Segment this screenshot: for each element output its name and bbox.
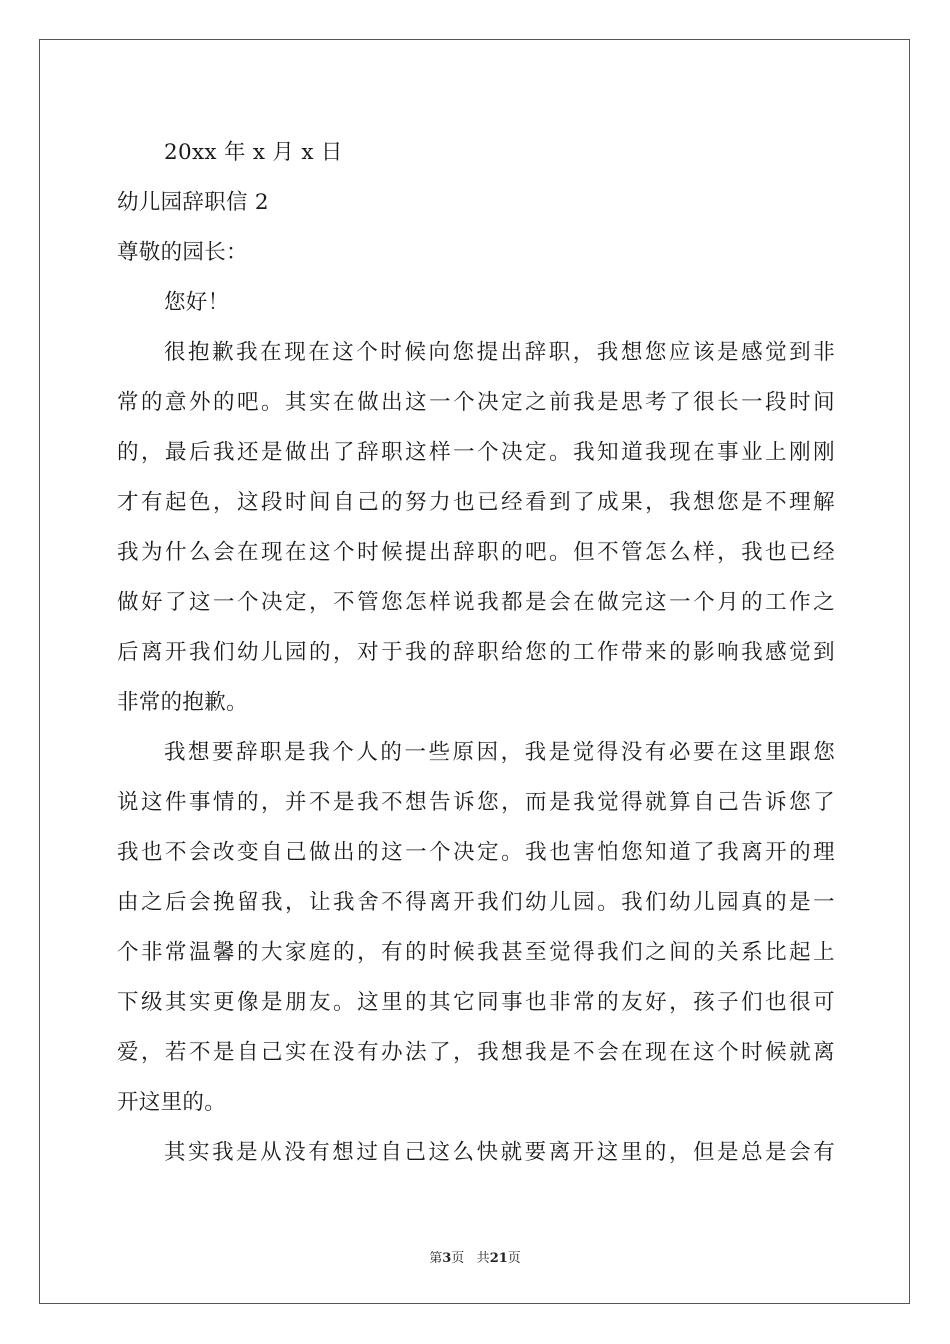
text-line: 由之后会挽留我，让我舍不得离开我们幼儿园。我们幼儿园真的是一 (117, 890, 835, 915)
salutation: 尊敬的园长： (117, 240, 248, 265)
page-prefix: 第 (429, 1251, 443, 1266)
text-line: 我为什么会在现在这个时候提出辞职的吧。但不管怎么样，我也已经 (117, 540, 835, 565)
text-line: 我也不会改变自己做出的这一个决定。我也害怕您知道了我离开的理 (117, 840, 835, 865)
letter-title: 幼儿园辞职信 2 (117, 190, 269, 215)
page-footer (0, 1247, 950, 1266)
text-line: 做好了这一个决定，不管您怎样说我都是会在做完这一个月的工作之 (117, 590, 835, 615)
total-prefix: 共 (476, 1251, 490, 1266)
text-line: 非常的抱歉。 (117, 690, 248, 715)
text-line: 其实我是从没有想过自己这么快就要离开这里的，但是总是会有 (164, 1140, 835, 1165)
text-line: 后离开我们幼儿园的，对于我的辞职给您的工作带来的影响我感觉到 (117, 640, 835, 665)
text-line: 的，最后我还是做出了辞职这样一个决定。我知道我现在事业上刚刚 (117, 440, 835, 465)
text-line: 常的意外的吧。其实在做出这一个决定之前我是思考了很长一段时间 (117, 390, 835, 415)
text-line: 爱，若不是自己实在没有办法了，我想我是不会在现在这个时候就离 (117, 1040, 835, 1065)
page-number: 3 (442, 1251, 452, 1266)
greeting: 您好！ (164, 290, 230, 315)
total-pages: 21 (489, 1251, 508, 1266)
document-body (117, 128, 835, 1178)
text-line: 下级其实更像是朋友。这里的其它同事也非常的友好，孩子们也很可 (117, 990, 835, 1015)
total-suffix: 页 (507, 1251, 521, 1266)
text-line: 说这件事情的，并不是我不想告诉您，而是我觉得就算自己告诉您了 (117, 790, 835, 815)
text-line: 很抱歉我在现在这个时候向您提出辞职，我想您应该是感觉到非 (164, 340, 835, 365)
text-line: 个非常温馨的大家庭的，有的时候我甚至觉得我们之间的关系比起上 (117, 940, 835, 965)
text-line: 我想要辞职是我个人的一些原因，我是觉得没有必要在这里跟您 (164, 740, 835, 765)
date-line: 20xx 年 x 月 x 日 (164, 140, 343, 165)
text-line: 开这里的。 (117, 1090, 227, 1115)
text-line: 才有起色，这段时间自己的努力也已经看到了成果，我想您是不理解 (117, 490, 835, 515)
page-suffix: 页 (451, 1251, 465, 1266)
